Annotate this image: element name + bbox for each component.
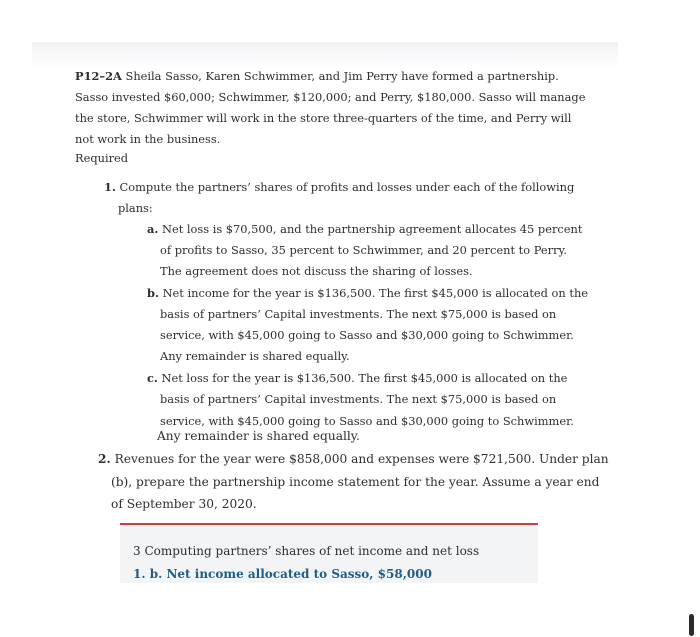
problem-line-1: [75, 71, 559, 82]
problem-number: P12–2A: [75, 69, 122, 83]
q2-line-3: of September 30, 2020.: [111, 497, 257, 511]
q1b-text: Net income for the year is $136,500. The first $45,000 is allocated on the: [162, 286, 589, 300]
q1c-text: Net loss for the year is $136,500. The first $45,000 is allocated on the: [161, 371, 568, 385]
q1b-line-1: [147, 288, 588, 299]
q1a-text: Net loss is $70,500, and the partnership agreement allocates 45 percent: [161, 222, 583, 236]
scrollbar-thumb[interactable]: [689, 614, 694, 636]
q1a-line-2: of profits to Sasso, 35 percent to Schwimmer, and 20 percent to Perry.: [160, 243, 568, 257]
q1b-line-4: Any remainder is shared equally.: [160, 349, 350, 363]
answer-note-box: [120, 523, 538, 583]
problem-text: Sheila Sasso, Karen Schwimmer, and Jim Perry have formed a partnership.: [125, 69, 559, 83]
q1-text: Compute the partners’ shares of profits and losses under each of the following: [119, 180, 575, 194]
q1c-line-3: service, with $45,000 going to Sasso and $30,000 going to Schwimmer.: [160, 414, 574, 428]
problem-line-3: the store, Schwimmer will work in the store three-quarters of the time, and Perry will: [75, 111, 572, 125]
problem-line-2: Sasso invested $60,000; Schwimmer, $120,000; and Perry, $180,000. Sasso will manage: [75, 90, 586, 104]
q1a-line-3: The agreement does not discuss the sharing of losses.: [160, 264, 473, 278]
q2-number: 2.: [98, 452, 111, 466]
q1c-line-2: basis of partners’ Capital investments. The next $75,000 is based on: [160, 392, 557, 406]
q2-text: Revenues for the year were $858,000 and expenses were $721,500. Under plan: [114, 452, 609, 466]
q1b-line-2: basis of partners’ Capital investments. The next $75,000 is based on: [160, 307, 557, 321]
q1c-line-4: Any remainder is shared equally.: [157, 429, 360, 443]
q1b-line-3: service, with $45,000 going to Sasso and $30,000 going to Schwimmer.: [160, 328, 574, 342]
header-band: [32, 42, 618, 68]
q1-line-1: [104, 182, 574, 193]
q1-number: 1.: [104, 180, 116, 194]
q1a-label: a.: [147, 222, 159, 236]
required-label: Required: [75, 151, 129, 165]
problem-line-4: not work in the business.: [75, 132, 221, 146]
note-answer: 1. b. Net income allocated to Sasso, $58,000: [133, 567, 432, 581]
note-title: 3 Computing partners’ shares of net income and net loss: [133, 544, 480, 558]
q1a-line-1: [147, 224, 582, 235]
q1b-label: b.: [147, 286, 159, 300]
q2-line-2: (b), prepare the partnership income statement for the year. Assume a year end: [111, 475, 600, 489]
q1c-label: c.: [147, 371, 158, 385]
q1c-line-1: [147, 373, 567, 384]
q2-line-1: [98, 453, 609, 465]
q1-line-2: plans:: [118, 201, 153, 215]
